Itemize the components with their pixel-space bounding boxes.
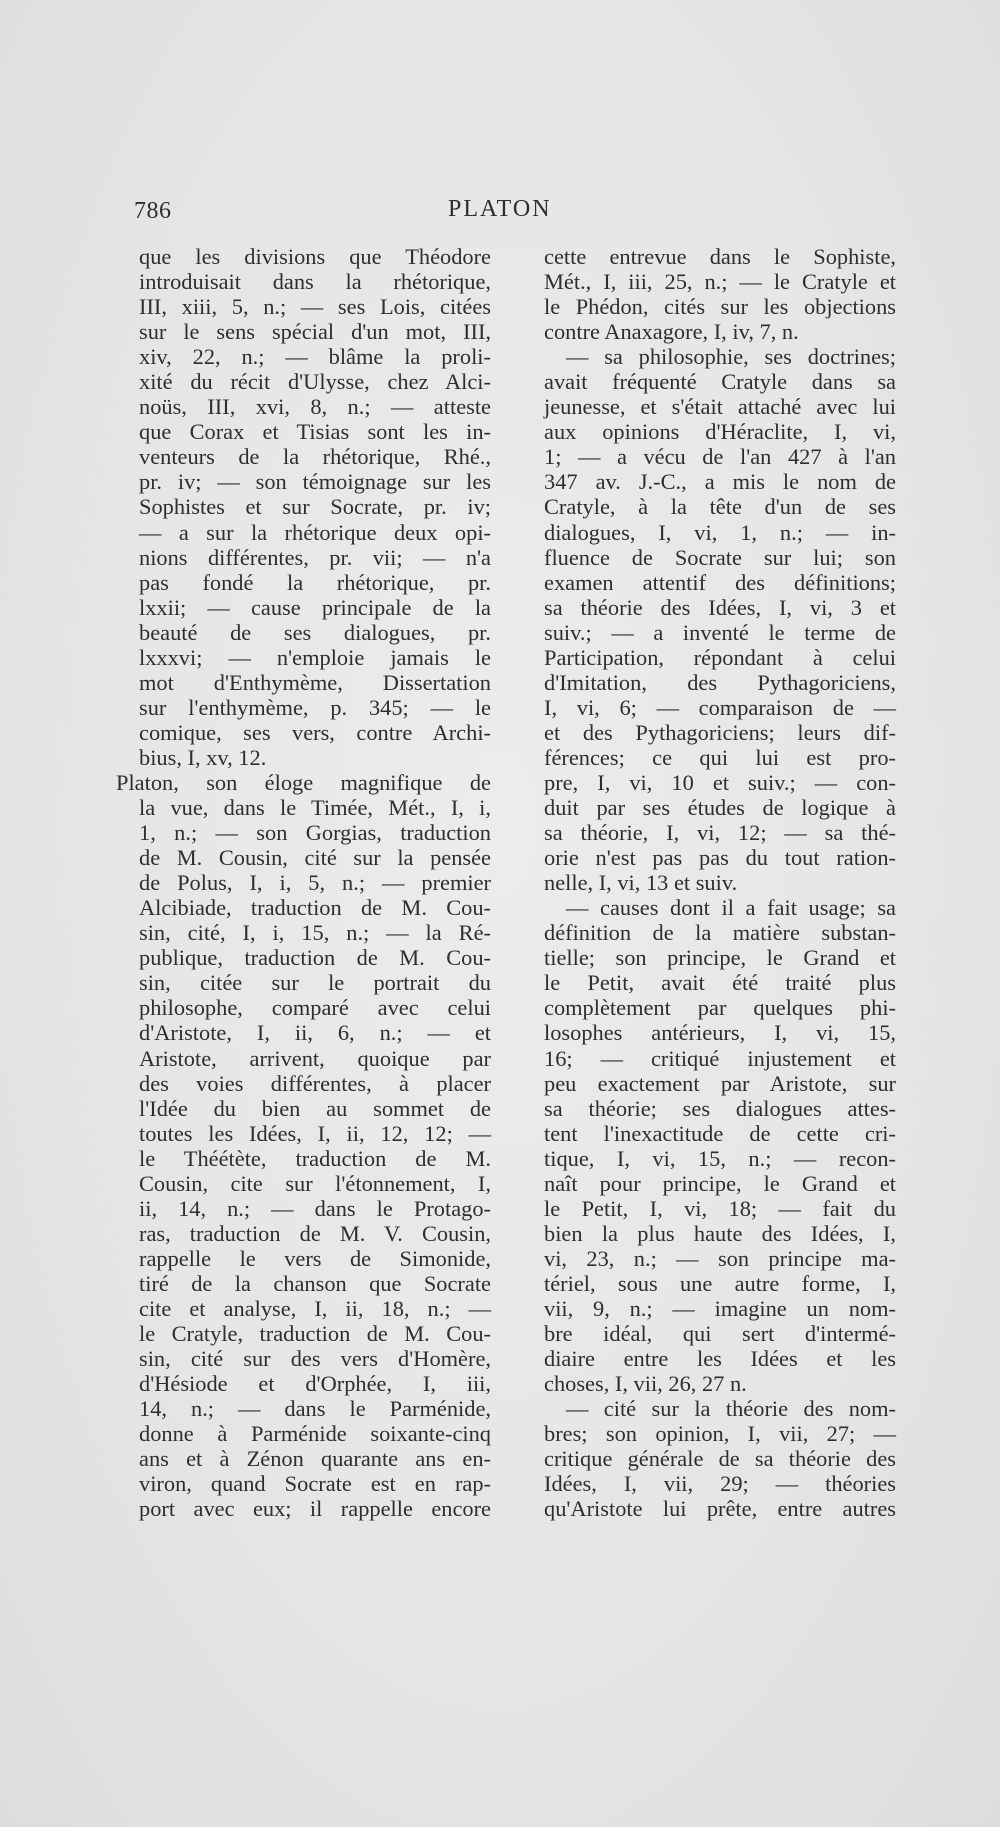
- text-line: tériel, sous une autre forme, I,: [544, 1270, 896, 1296]
- text-line: port avec eux; il rappelle encore: [139, 1496, 491, 1522]
- text-line: cite et analyse, I, ii, 18, n.; —: [139, 1295, 491, 1321]
- text-line: bre idéal, qui sert d'intermé-: [544, 1321, 896, 1347]
- text-line: losophes antérieurs, I, vi, 15,: [544, 1020, 896, 1046]
- text-line: naît pour principe, le Grand et: [544, 1170, 896, 1196]
- text-line: lxxxvi; — n'emploie jamais le: [139, 644, 491, 670]
- text-line: Aristote, arrivent, quoique par: [139, 1045, 491, 1071]
- text-line: que les divisions que Théodore: [139, 244, 491, 269]
- text-line: bius, I, xv, 12.: [139, 744, 267, 770]
- text-line: toutes les Idées, I, ii, 12, 12; —: [139, 1120, 491, 1146]
- text-line: diaire entre les Idées et les: [544, 1346, 896, 1372]
- text-line: nelle, I, vi, 13 et suiv.: [544, 870, 738, 896]
- text-line: de M. Cousin, cité sur la pensée: [139, 845, 491, 871]
- text-line: xiv, 22, n.; — blâme la proli-: [139, 344, 491, 370]
- text-line: donne à Parménide soixante-cinq: [139, 1421, 491, 1447]
- text-line: Cratyle, à la tête d'un de ses: [544, 494, 896, 520]
- text-line: noüs, III, xvi, 8, n.; — atteste: [139, 394, 491, 420]
- text-line: mot d'Enthymème, Dissertation: [139, 669, 491, 695]
- text-line: pas fondé la rhétorique, pr.: [139, 569, 491, 595]
- text-line: avait fréquenté Cratyle dans sa: [544, 369, 896, 395]
- text-line: sin, cité, I, i, 15, n.; — la Ré-: [139, 920, 491, 946]
- text-line: ii, 14, n.; — dans le Protago-: [139, 1195, 491, 1221]
- text-line: tique, I, vi, 15, n.; — recon-: [544, 1145, 896, 1171]
- page-number: 786: [134, 198, 172, 224]
- text-line: vii, 9, n.; — imagine un nom-: [544, 1295, 896, 1321]
- text-line: sa théorie; ses dialogues attes-: [544, 1095, 896, 1121]
- text-line: la vue, dans le Timée, Mét., I, i,: [139, 795, 491, 821]
- text-line: Platon, son éloge magnifique de: [116, 769, 491, 795]
- text-line: ans et à Zénon quarante ans en-: [139, 1446, 491, 1472]
- text-line: Alcibiade, traduction de M. Cou-: [139, 895, 491, 921]
- text-line: tiré de la chanson que Socrate: [139, 1270, 491, 1296]
- text-line: nions différentes, pr. vii; — n'a: [139, 544, 491, 570]
- text-line: 16; — critiqué injustement et: [544, 1045, 896, 1071]
- text-line: sa théorie, I, vi, 12; — sa thé-: [544, 820, 896, 846]
- text-line: le Théétète, traduction de M.: [139, 1145, 491, 1171]
- text-line: examen attentif des définitions;: [544, 569, 896, 595]
- text-line: sin, cité sur des vers d'Homère,: [139, 1346, 491, 1372]
- text-line: peu exactement par Aristote, sur: [544, 1070, 896, 1096]
- right-column: [544, 244, 896, 1521]
- text-line: lxxii; — cause principale de la: [139, 594, 491, 620]
- running-head: PLATON: [448, 196, 552, 222]
- text-line: le Phédon, cités sur les objections: [544, 294, 896, 320]
- left-column: [116, 244, 491, 1522]
- text-line: beauté de ses dialogues, pr.: [139, 619, 491, 645]
- text-line: III, xiii, 5, n.; — ses Lois, citées: [139, 294, 491, 320]
- text-line: Participation, répondant à celui: [544, 644, 896, 670]
- text-line: complètement par quelques phi-: [544, 995, 896, 1021]
- text-line: Cousin, cite sur l'étonnement, I,: [139, 1170, 491, 1196]
- text-line: — a sur la rhétorique deux opi-: [139, 519, 491, 545]
- text-line: Mét., I, iii, 25, n.; — le Cratyle et: [544, 269, 896, 295]
- text-line: I, vi, 6; — comparaison de —: [544, 694, 896, 720]
- text-line: qu'Aristote lui prête, entre autres: [544, 1496, 896, 1522]
- text-line: 14, n.; — dans le Parménide,: [139, 1396, 491, 1422]
- text-line: jeunesse, et s'était attaché avec lui: [544, 394, 896, 420]
- text-line: philosophe, comparé avec celui: [139, 995, 491, 1021]
- text-line: contre Anaxagore, I, iv, 7, n.: [544, 319, 799, 345]
- text-line: 1, n.; — son Gorgias, traduction: [139, 820, 491, 846]
- text-line: orie n'est pas pas du tout ration-: [544, 845, 896, 871]
- text-line: duit par ses études de logique à: [544, 795, 896, 821]
- text-line: d'Hésiode et d'Orphée, I, iii,: [139, 1371, 491, 1397]
- text-line: bres; son opinion, I, vii, 27; —: [544, 1421, 896, 1447]
- text-line: — cité sur la théorie des nom-: [566, 1396, 896, 1422]
- text-line: d'Imitation, des Pythagoriciens,: [544, 669, 896, 695]
- text-line: sin, citée sur le portrait du: [139, 970, 491, 996]
- text-line: xité du récit d'Ulysse, chez Alci-: [139, 369, 491, 395]
- text-line: rappelle le vers de Simonide,: [139, 1245, 491, 1271]
- text-line: comique, ses vers, contre Archi-: [139, 719, 491, 745]
- text-line: le Petit, I, vi, 18; — fait du: [544, 1195, 896, 1221]
- text-line: et des Pythagoriciens; leurs dif-: [544, 719, 896, 745]
- text-line: tent l'inexactitude de cette cri-: [544, 1120, 896, 1146]
- text-line: pre, I, vi, 10 et suiv.; — con-: [544, 769, 896, 795]
- text-line: — sa philosophie, ses doctrines;: [566, 344, 896, 370]
- text-line: sa théorie des Idées, I, vi, 3 et: [544, 594, 896, 620]
- text-line: le Petit, avait été traité plus: [544, 970, 896, 996]
- text-line: fluence de Socrate sur lui; son: [544, 544, 896, 570]
- text-line: choses, I, vii, 26, 27 n.: [544, 1371, 747, 1397]
- text-line: pr. iv; — son témoignage sur les: [139, 469, 491, 495]
- text-line: que Corax et Tisias sont les in-: [139, 419, 491, 445]
- text-line: ras, traduction de M. V. Cousin,: [139, 1220, 491, 1246]
- text-line: suiv.; — a inventé le terme de: [544, 619, 896, 645]
- text-line: publique, traduction de M. Cou-: [139, 945, 491, 971]
- text-line: — causes dont il a fait usage; sa: [566, 895, 896, 921]
- text-line: le Cratyle, traduction de M. Cou-: [139, 1321, 491, 1347]
- text-line: férences; ce qui lui est pro-: [544, 744, 896, 770]
- text-line: définition de la matière substan-: [544, 920, 896, 946]
- text-line: introduisait dans la rhétorique,: [139, 269, 491, 295]
- text-line: de Polus, I, i, 5, n.; — premier: [139, 870, 491, 896]
- text-line: viron, quand Socrate est en rap-: [139, 1471, 491, 1497]
- text-line: 347 av. J.-C., a mis le nom de: [544, 469, 896, 495]
- text-line: 1; — a vécu de l'an 427 à l'an: [544, 444, 896, 470]
- text-line: aux opinions d'Héraclite, I, vi,: [544, 419, 896, 445]
- text-line: Idées, I, vii, 29; — théories: [544, 1471, 896, 1497]
- text-line: cette entrevue dans le Sophiste,: [544, 244, 896, 269]
- text-line: Sophistes et sur Socrate, pr. iv;: [139, 494, 491, 520]
- text-line: bien la plus haute des Idées, I,: [544, 1220, 896, 1246]
- text-line: venteurs de la rhétorique, Rhé.,: [139, 444, 491, 470]
- text-line: sur le sens spécial d'un mot, III,: [139, 319, 491, 345]
- text-line: d'Aristote, I, ii, 6, n.; — et: [139, 1020, 491, 1046]
- text-line: sur l'enthymème, p. 345; — le: [139, 694, 491, 720]
- text-line: critique générale de sa théorie des: [544, 1446, 896, 1472]
- text-line: des voies différentes, à placer: [139, 1070, 491, 1096]
- text-line: dialogues, I, vi, 1, n.; — in-: [544, 519, 896, 545]
- text-line: tielle; son principe, le Grand et: [544, 945, 896, 971]
- text-line: vi, 23, n.; — son principe ma-: [544, 1245, 896, 1271]
- text-line: l'Idée du bien au sommet de: [139, 1095, 491, 1121]
